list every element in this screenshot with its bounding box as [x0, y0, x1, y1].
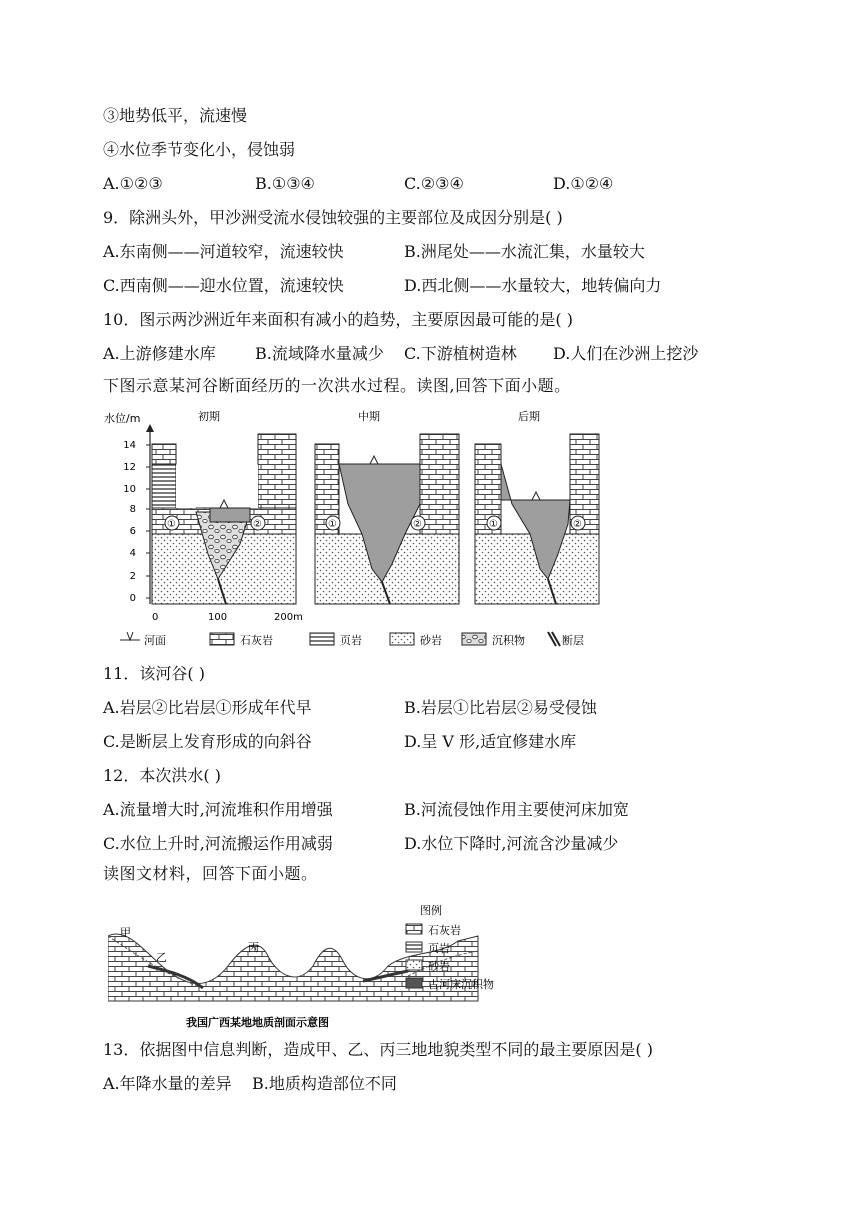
- ytick-2: 2: [129, 571, 136, 582]
- q9-stem: 9．除洲头外，甲沙洲受流水侵蚀较强的主要部位及成因分别是( ): [103, 208, 563, 227]
- legend2-shale: 页岩: [428, 942, 450, 955]
- q10-stem: 10．图示两沙洲近年来面积有减小的趋势，主要原因最可能的是( ): [103, 310, 573, 329]
- q9-option-c[interactable]: C.西南侧——迎水位置，流速较快: [103, 276, 344, 295]
- intro-flood: 下图示意某河谷断面经历的一次洪水过程。读图,回答下面小题。: [103, 376, 571, 395]
- label-bing: 丙: [248, 941, 259, 954]
- label-yi: 乙: [156, 951, 167, 964]
- flood-cross-section-figure: [100, 404, 730, 652]
- q13-stem: 13．依据图中信息判断，造成甲、乙、丙三地地貌类型不同的最主要原因是( ): [103, 1040, 653, 1059]
- label-jia: 甲: [120, 926, 131, 939]
- legend-shale: 页岩: [340, 634, 362, 647]
- rock-1-label-late: ①: [489, 519, 498, 530]
- q12-option-d[interactable]: D.水位下降时,河流含沙量减少: [404, 834, 619, 853]
- panel-late: [475, 409, 599, 604]
- panel-middle-label: 中期: [358, 410, 380, 423]
- q8-option-a[interactable]: A.①②③: [103, 174, 163, 193]
- q11-option-a[interactable]: A.岩层②比岩层①形成年代早: [103, 698, 312, 717]
- q8-statement-4: ④水位季节变化小，侵蚀弱: [103, 140, 296, 159]
- q9-option-b[interactable]: B.洲尾处——水流汇集，水量较大: [404, 242, 645, 261]
- q10-option-d[interactable]: D.人们在沙洲上挖沙: [553, 344, 699, 363]
- panel-late-label: 后期: [518, 410, 540, 423]
- q11-option-c[interactable]: C.是断层上发育形成的向斜谷: [103, 732, 312, 751]
- q12-option-b[interactable]: B.河流侵蚀作用主要使河床加宽: [404, 800, 629, 819]
- ytick-0: 0: [129, 593, 136, 604]
- q12-stem: 12．本次洪水( ): [103, 766, 221, 785]
- xtick-0: 0: [152, 612, 159, 623]
- q11-stem: 11．该河谷( ): [103, 664, 205, 683]
- q10-option-c[interactable]: C.下游植树造林: [404, 344, 517, 363]
- q8-option-d[interactable]: D.①②④: [553, 174, 614, 193]
- q11-option-b[interactable]: B.岩层①比岩层②易受侵蚀: [404, 698, 597, 717]
- q13-option-a[interactable]: A.年降水量的差异: [103, 1074, 232, 1093]
- rock-1-label: ①: [167, 519, 176, 530]
- figure1-ylabel: 水位/m: [104, 412, 141, 425]
- rock-2-label-mid: ②: [413, 519, 422, 530]
- ytick-6: 6: [129, 526, 136, 537]
- q12-option-c[interactable]: C.水位上升时,河流搬运作用减弱: [103, 834, 333, 853]
- q8-option-c[interactable]: C.②③④: [404, 174, 464, 193]
- legend-river-surface: 河面: [144, 634, 166, 647]
- legend2-limestone: 石灰岩: [428, 924, 461, 937]
- legend-sediment: 沉积物: [492, 634, 525, 647]
- q8-statement-3: ③地势低平，流速慢: [103, 106, 248, 125]
- legend2-riverbed-sediment: 古河床沉积物: [428, 978, 494, 991]
- ytick-4: 4: [129, 548, 136, 559]
- q9-option-a[interactable]: A.东南侧——河道较窄，流速较快: [103, 242, 344, 261]
- q12-option-a[interactable]: A.流量增大时,河流堆积作用增强: [103, 800, 333, 819]
- ytick-12: 12: [123, 462, 136, 473]
- rock-2-label: ②: [253, 519, 262, 530]
- q8-option-b[interactable]: B.①③④: [255, 174, 315, 193]
- panel-early: [152, 409, 296, 604]
- figure2-caption: 我国广西某地地质剖面示意图: [186, 1016, 329, 1029]
- xtick-200: 200m: [274, 612, 303, 623]
- rock-1-label-mid: ①: [328, 519, 337, 530]
- legend-fault: 断层: [562, 634, 584, 647]
- q9-option-d[interactable]: D.西北侧——水量较大，地转偏向力: [404, 276, 662, 295]
- figure1-legend: [120, 632, 584, 647]
- legend2-sandstone: 砂岩: [428, 960, 450, 973]
- xtick-100: 100: [208, 612, 228, 623]
- legend-sandstone: 砂岩: [420, 634, 442, 647]
- ytick-10: 10: [123, 484, 136, 495]
- intro-guangxi: 读图文材料，回答下面小题。: [103, 864, 318, 883]
- panel-middle: [315, 409, 459, 604]
- q13-option-b[interactable]: B.地质构造部位不同: [252, 1074, 397, 1093]
- legend-title: 图例: [420, 904, 442, 917]
- ytick-8: 8: [129, 504, 136, 515]
- q10-option-b[interactable]: B.流域降水量减少: [255, 344, 384, 363]
- panel-early-label: 初期: [198, 410, 220, 423]
- q10-option-a[interactable]: A.上游修建水库: [103, 344, 216, 363]
- legend-limestone: 石灰岩: [240, 634, 273, 647]
- guangxi-legend: [400, 900, 540, 996]
- figure1-y-axis-arrow: [146, 424, 154, 432]
- rock-2-label-late: ②: [573, 519, 582, 530]
- ytick-14: 14: [123, 440, 136, 451]
- q11-option-d[interactable]: D.呈 V 形,适宜修建水库: [404, 732, 577, 751]
